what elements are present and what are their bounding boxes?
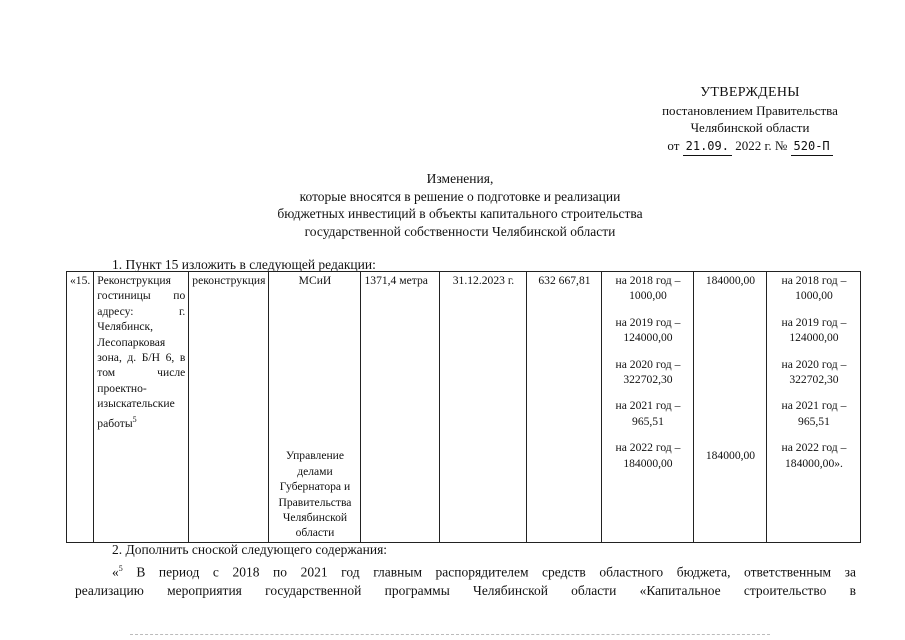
title-line-3: бюджетных инвестиций в объекты капитального строительства [277,206,643,221]
document-title [180,170,740,240]
financing-2020: на 2020 год – 322702,30 [781,357,847,387]
volume-2020: на 2020 год – 322702,30 [615,357,681,387]
limit-1: 184000,00 [705,274,756,287]
object-name-text: Реконструкция гостиницы по адресу: г. Челябинск, Лесопарковая зона, д. Б/Н 6, в том числе проектно-изыскательские работы [97,274,186,430]
table-row [67,272,861,543]
limit-2: 184000,00 [705,449,756,463]
cell-deadline: 31.12.2023 г. [440,272,527,543]
approval-header: УТВЕРЖДЕНЫ [700,85,800,100]
volume-2019: на 2019 год – 124000,00 [615,315,681,345]
org-2: Управление делами Губернатора и Правительства Челябинской области [278,449,352,540]
title-line-1: Изменения, [426,171,494,186]
cell-volumes [602,272,694,543]
date-value: 21.09. [683,138,732,157]
footnote-line-1-text: В период с 2018 по 2021 год главным распорядителем средств областного бюджета, ответственным за [136,564,856,580]
paragraph-2: 2. Дополнить сноской следующего содержания: [112,542,388,557]
paragraph-1: 1. Пункт 15 изложить в следующей редакции: [112,257,376,272]
volume-2018: на 2018 год – 1000,00 [615,274,681,303]
footnote-line-2: реализацию мероприятия государственной программы Челябинской области «Капитальное строительство в [75,582,856,598]
org-1: МСиИ [298,274,332,287]
date-prefix: от [667,137,680,153]
financing-2019: на 2019 год – 124000,00 [781,315,847,345]
name-footnote-mark: 5 [132,414,137,424]
footnote-open-quote: « [112,564,119,580]
approval-line-3: Челябинской области [690,120,810,135]
year-text: 2022 г. № [735,137,788,153]
approval-line-2: постановлением Правительства [662,102,838,118]
amendment-table [66,271,861,543]
approval-date-line [640,137,860,157]
decree-number: 520-П [791,138,833,157]
title-line-4: государственной собственности Челябинской области [304,223,616,239]
title-line-2: которые вносятся в решение о подготовке и реализации [299,188,621,204]
volume-2022: на 2022 год – 184000,00 [615,441,681,470]
cell-organization [269,272,361,543]
cell-financing [767,272,861,543]
cell-work-type: реконструкция [189,272,269,543]
cell-cost: 632 667,81 [527,272,602,543]
cell-object-name [94,272,189,543]
footnote-line-1 [75,560,856,582]
cell-limits [694,272,767,543]
scan-edge-marks [130,634,770,637]
footnote-mark: 5 [118,564,123,573]
footnote-text [75,560,856,600]
approval-block [640,84,860,156]
financing-2021: на 2021 год – 965,51 [781,399,847,428]
financing-2022: на 2022 год – 184000,00». [781,441,847,470]
volume-2021: на 2021 год – 965,51 [615,399,681,428]
cell-capacity: 1371,4 метра [361,272,440,543]
cell-number: «15. [67,272,94,543]
financing-2018: на 2018 год – 1000,00 [781,274,847,303]
